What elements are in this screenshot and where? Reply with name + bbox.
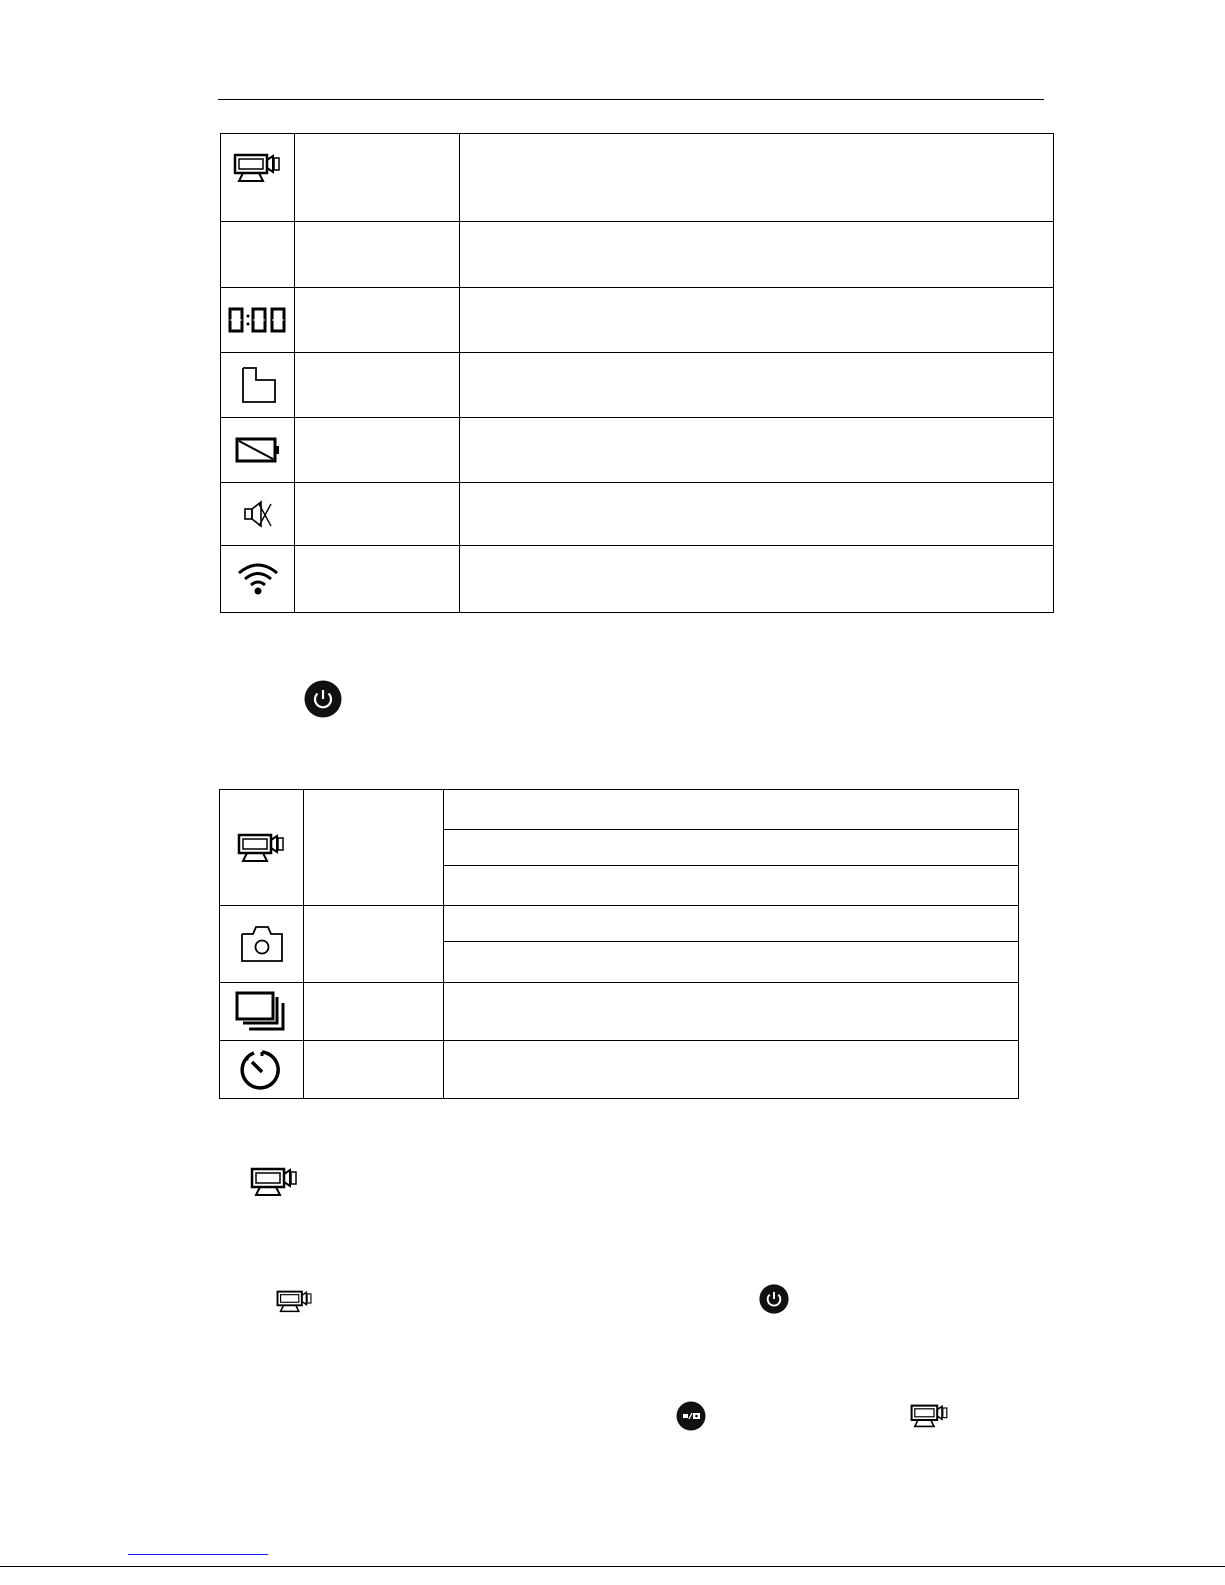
timer-mode-icon-cell: [220, 1041, 304, 1099]
digital-time-icon: [221, 307, 294, 333]
mode-name-cell: [304, 1041, 444, 1099]
table-row: [221, 483, 1054, 546]
photo-mode-icon-cell: [220, 906, 304, 983]
camera-icon: [220, 924, 303, 964]
time-icon-cell: [221, 288, 295, 353]
status-desc-cell: [460, 134, 1054, 222]
video-camera-icon: [221, 151, 294, 185]
table-row: [220, 983, 1019, 1041]
video-camera-icon: [910, 1402, 950, 1435]
video-camera-icon: [276, 1288, 314, 1320]
mode-option-cell: [444, 1041, 1019, 1099]
table-row: [220, 790, 1019, 830]
status-name-cell: [295, 222, 460, 288]
battery-icon-cell: [221, 418, 295, 483]
status-desc-cell: [460, 353, 1054, 418]
mode-option-cell: [444, 983, 1019, 1041]
table-row: [220, 906, 1019, 942]
power-icon: [304, 680, 342, 723]
card-icon-cell: [221, 353, 295, 418]
status-icon-table: [220, 133, 1054, 613]
table-row: [221, 418, 1054, 483]
power-icon: [759, 1284, 789, 1319]
mode-table: [219, 789, 1019, 1099]
status-name-cell: [295, 483, 460, 546]
wifi-icon: [221, 562, 294, 596]
timer-icon: [220, 1047, 303, 1093]
mode-option-cell: [444, 830, 1019, 866]
burst-icon: [220, 991, 303, 1033]
mode-name-cell: [304, 906, 444, 983]
status-desc-cell: [460, 288, 1054, 353]
mode-option-cell: [444, 942, 1019, 983]
status-desc-cell: [460, 483, 1054, 546]
mute-icon-cell: [221, 483, 295, 546]
mode-option-cell: [444, 866, 1019, 906]
empty-icon-cell: [221, 222, 295, 288]
video-mode-icon-cell: [220, 790, 304, 906]
mode-switch-icon: [676, 1401, 706, 1436]
footer-link-underline[interactable]: [128, 1554, 268, 1555]
status-desc-cell: [460, 418, 1054, 483]
status-name-cell: [295, 353, 460, 418]
header-rule: [218, 99, 1044, 100]
video-camera-icon: [220, 831, 303, 865]
status-desc-cell: [460, 546, 1054, 613]
sd-card-icon: [221, 365, 294, 405]
mode-name-cell: [304, 983, 444, 1041]
status-name-cell: [295, 546, 460, 613]
wifi-icon-cell: [221, 546, 295, 613]
table-row: [221, 353, 1054, 418]
battery-empty-icon: [221, 437, 294, 463]
mode-option-cell: [444, 790, 1019, 830]
mode-option-cell: [444, 906, 1019, 942]
burst-mode-icon-cell: [220, 983, 304, 1041]
status-desc-cell: [460, 222, 1054, 288]
table-row: [221, 288, 1054, 353]
video-camera-icon: [250, 1165, 300, 1204]
status-name-cell: [295, 418, 460, 483]
table-row: [221, 134, 1054, 222]
mode-name-cell: [304, 790, 444, 906]
video-mode-icon-cell: [221, 134, 295, 222]
footer-rule: [0, 1566, 1225, 1567]
table-row: [221, 222, 1054, 288]
status-name-cell: [295, 134, 460, 222]
status-name-cell: [295, 288, 460, 353]
mute-icon: [221, 498, 294, 530]
table-row: [220, 1041, 1019, 1099]
table-row: [221, 546, 1054, 613]
